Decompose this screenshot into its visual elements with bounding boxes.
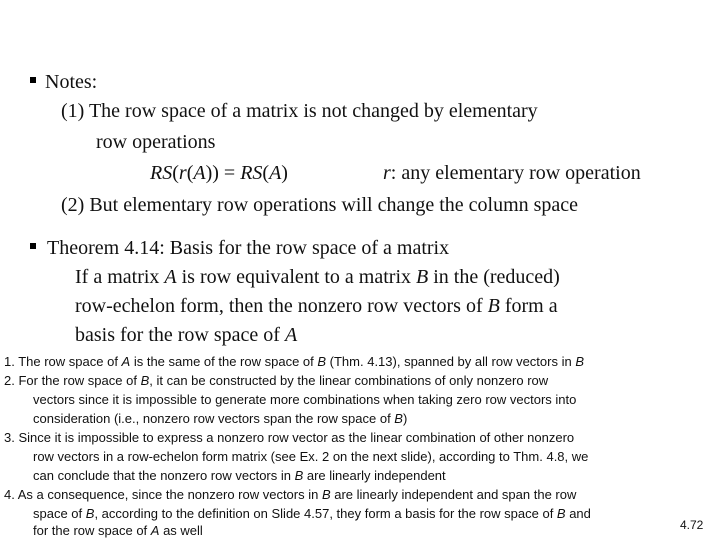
theorem-l1-e: in the (reduced)	[428, 266, 560, 288]
exp3-d: B	[294, 468, 304, 483]
exp4-j: A	[150, 523, 160, 538]
theorem-line-3	[75, 323, 297, 347]
formula-rs-1: RS	[150, 162, 173, 184]
exp3-e: are linearly independent	[303, 468, 446, 483]
explanation-4-line-3	[33, 523, 203, 539]
theorem-l3-a: basis for the row space of	[75, 324, 285, 346]
exp1-a: 1. The row space of	[4, 354, 122, 369]
theorem-l2-c: form a	[499, 295, 558, 317]
theorem-l2-a: row-echelon form, then the nonzero row vectors of	[75, 295, 488, 317]
theorem-line-2	[75, 294, 558, 318]
exp4-h: and	[565, 506, 591, 521]
theorem-l2-matrix-b: B	[487, 295, 500, 317]
explanation-4-line-1	[4, 487, 576, 503]
exp4-e: B	[85, 506, 95, 521]
exp4-f: , according to the definition on Slide 4.57, they form a basis for the row space of	[94, 506, 557, 521]
notes-heading: Notes:	[45, 71, 98, 93]
r-label: r	[383, 162, 391, 184]
exp4-b: B	[321, 487, 331, 502]
note-1-line-1: (1) The row space of a matrix is not changed by elementary	[61, 100, 538, 122]
note-2: (2) But elementary row operations will change the column space	[61, 194, 579, 216]
r-description: : any elementary row operation	[390, 162, 641, 184]
explanation-1	[4, 354, 584, 370]
formula-close-eq: )) =	[205, 162, 241, 184]
explanation-3-line-1: 3. Since it is impossible to express a nonzero row vector as the linear combination of other nonzero	[4, 430, 575, 445]
exp2-c: , it can be constructed by the linear combinations of only nonzero row	[149, 373, 549, 388]
formula-line	[150, 161, 288, 185]
exp4-g: B	[556, 506, 566, 521]
theorem-title: Theorem 4.14: Basis for the row space of a matrix	[47, 237, 450, 259]
bullet-notes	[30, 77, 36, 83]
exp1-f: B	[575, 354, 584, 369]
exp4-c: are linearly independent and span the row	[330, 487, 577, 502]
explanation-2-line-2: vectors since it is impossible to generate more combinations when taking zero row vectors into	[33, 392, 577, 407]
note-1-line-2: row operations	[96, 131, 216, 153]
r-definition	[383, 161, 641, 185]
exp1-b: A	[121, 354, 131, 369]
exp2-a: 2. For the row space of	[4, 373, 141, 388]
formula-paren-3: (	[262, 162, 270, 184]
exp4-i: for the row space of	[33, 523, 151, 538]
theorem-l1-c: is row equivalent to a matrix	[176, 266, 417, 288]
exp2-f: B	[394, 411, 403, 426]
explanation-4-line-2	[33, 506, 591, 522]
formula-a-2: A	[269, 162, 282, 184]
explanation-2-line-1	[4, 373, 548, 389]
theorem-line-1	[75, 265, 560, 289]
formula-paren-2: (	[186, 162, 194, 184]
exp2-b: B	[140, 373, 150, 388]
exp1-d: B	[317, 354, 327, 369]
exp2-g: )	[402, 411, 408, 426]
formula-paren-4: )	[281, 162, 288, 184]
formula-r: r	[178, 162, 187, 184]
exp2-e: consideration (i.e., nonzero row vectors span the row space of	[33, 411, 395, 426]
exp1-c: is the same of the row space of	[130, 354, 318, 369]
theorem-l1-a: If a matrix	[75, 266, 165, 288]
explanation-2-line-3	[33, 411, 407, 427]
formula-paren-1: (	[172, 162, 179, 184]
exp4-d: space of	[33, 506, 86, 521]
theorem-l1-matrix-b: B	[416, 266, 429, 288]
formula-a-1: A	[193, 162, 206, 184]
theorem-l1-matrix-a: A	[164, 266, 177, 288]
bullet-theorem	[30, 243, 36, 249]
explanation-3-line-2: row vectors in a row-echelon form matrix (see Ex. 2 on the next slide), according to Thm. 4.8, we	[33, 449, 589, 464]
exp1-e: (Thm. 4.13), spanned by all row vectors in	[326, 354, 576, 369]
theorem-l3-matrix-a: A	[284, 324, 298, 346]
exp4-a: 4. As a consequence, since the nonzero row vectors in	[4, 487, 322, 502]
explanation-3-line-3	[33, 468, 446, 484]
formula-rs-2: RS	[240, 162, 263, 184]
exp4-k: as well	[159, 523, 203, 538]
exp3-c: can conclude that the nonzero row vectors in	[33, 468, 295, 483]
slide-number: 4.72	[680, 518, 704, 532]
